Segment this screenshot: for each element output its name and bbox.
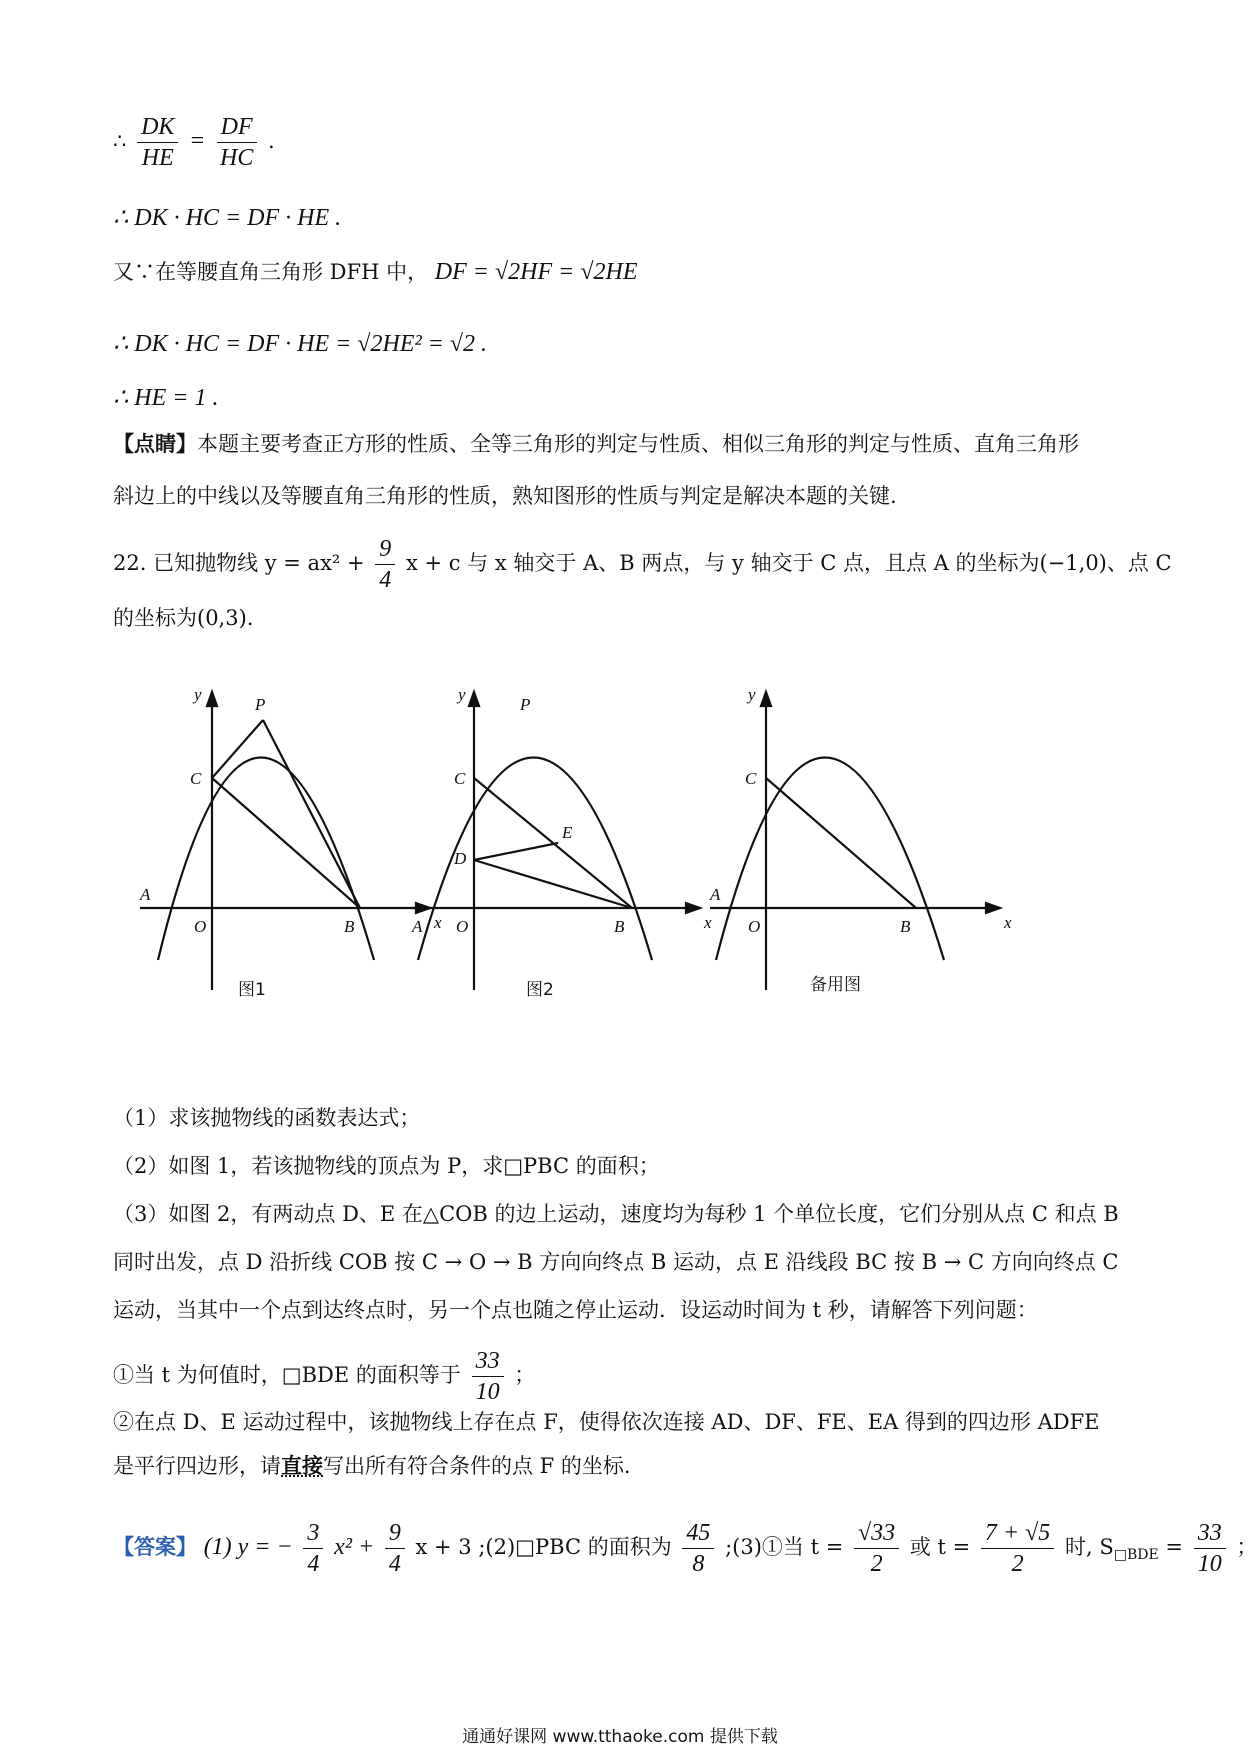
line-isosceles: 又∵在等腰直角三角形 DFH 中， DF = √2HF = √2HE: [113, 259, 638, 285]
fraction-33-10-answer: $\frac{33}{10}$: [1194, 1518, 1226, 1579]
fig2-y-label: y: [458, 685, 466, 704]
subq-3-part-2-line-1: ②在点 D、E 运动过程中，该抛物线上存在点 F，使得依次连接 AD、DF、FE、EA 得到的四边形 ADFE: [113, 1410, 1100, 1434]
fig3-c-label: C: [745, 769, 757, 788]
fig3-o-label: O: [748, 917, 761, 936]
answer-line: 【答案】 (1) y = − $\frac{3}{4}$ x² + $\frac{9}{4}$ x + 3 ;(2)□PBC 的面积为 $\frac{45}{8}$ ;(3)①当 t = $\frac{√33}{2}$ 或 t = $\frac{7 + √5}{2}$ 时, $S_{□BDE}$ = $\frac{33}{10}$ ；: [113, 1520, 1257, 1577]
fig3-x-label: x: [1004, 913, 1012, 932]
fraction-9-4-answer: $\frac{9}{4}$: [385, 1518, 405, 1579]
fraction-3-4: $\frac{3}{4}$: [303, 1518, 323, 1579]
dianjing-line-1: 【点睛】本题主要考查正方形的性质、全等三角形的判定与性质、相似三角形的判定与性质、直角三角形: [113, 431, 1079, 456]
fraction-33-10: $\frac{33}{10}$: [472, 1346, 504, 1407]
subq-3-line-3: 运动，当其中一个点到达终点时，另一个点也随之停止运动．设运动时间为 t 秒，请解答下列问题：: [113, 1298, 1038, 1322]
subq-1: （1）求该抛物线的函数表达式；: [113, 1106, 421, 1130]
question-22-line-2: 的坐标为(0,3).: [113, 606, 254, 630]
fraction-45-8: $\frac{45}{8}$: [682, 1518, 714, 1579]
subq-3-part-2-line-2: 是平行四边形，请直接写出所有符合条件的点 F 的坐标.: [113, 1453, 631, 1478]
fraction-7sqrt5-2: $\frac{7 + √5}{2}$: [981, 1518, 1054, 1579]
line-ratio: ∴ $\frac{DK}{HE}$ = $\frac{DF}{HC}$ .: [113, 114, 275, 171]
figure-3: [710, 692, 1000, 990]
answer-tag: 【答案】: [113, 1534, 197, 1559]
fig3-b-label: B: [900, 917, 911, 936]
fig2-x-label: x: [704, 913, 712, 932]
fig3-a-label: A: [710, 885, 721, 904]
fig2-d-label: D: [454, 849, 467, 868]
dianjing-line-2: 斜边上的中线以及等腰直角三角形的性质，熟知图形的性质与判定是解决本题的关键.: [113, 484, 897, 508]
fig3-y-label: y: [748, 685, 756, 704]
fig3-caption: 备用图: [810, 975, 861, 995]
therefore-symbol: ∴: [113, 129, 127, 153]
fig2-b-label: B: [614, 917, 625, 936]
fraction-9-4: $\frac{9}{4}$: [375, 534, 395, 595]
fig2-p-label: P: [520, 695, 531, 714]
fig1-a-label: A: [140, 885, 151, 904]
line-product: ∴ DK · HC = DF · HE .: [113, 205, 342, 231]
fig2-c-label: C: [454, 769, 466, 788]
fraction-dk-he: $\frac{DK}{HE}$: [137, 112, 178, 173]
fig1-b-label: B: [344, 917, 355, 936]
line-he-value: ∴ HE = 1 .: [113, 385, 219, 411]
question-22-line-1: 22. 已知抛物线 y = ax² + $\frac{9}{4}$ x + c 与 x 轴交于 A、B 两点，与 y 轴交于 C 点，且点 A 的坐标为(−1,0)、点 C: [113, 536, 1172, 593]
fig1-x-label: x: [434, 913, 442, 932]
subq-3-line-1: （3）如图 2，有两动点 D、E 在△COB 的边上运动，速度均为每秒 1 个单位长度，它们分别从点 C 和点 B: [113, 1202, 1119, 1226]
subq-3-part-1: ①当 t 为何值时，□BDE 的面积等于 $\frac{33}{10}$ ；: [113, 1348, 536, 1405]
fig1-y-label: y: [194, 685, 202, 704]
fig1-o-label: O: [194, 917, 207, 936]
fraction-df-hc: $\frac{DF}{HC}$: [216, 112, 257, 173]
figure-1: [140, 692, 430, 990]
fraction-sqrt33-2: $\frac{√33}{2}$: [854, 1518, 899, 1579]
footer-source: 通通好课网 www.tthaoke.com 提供下载: [462, 1727, 778, 1747]
fig2-o-label: O: [456, 917, 469, 936]
figures-panel: [120, 660, 1120, 1020]
emphasis-direct: 直接: [281, 1453, 323, 1478]
fig2-caption: 图2: [526, 980, 554, 1000]
fig1-p-label: P: [255, 695, 266, 714]
subq-2: （2）如图 1，若该抛物线的顶点为 P，求□PBC 的面积；: [113, 1154, 660, 1178]
subq-3-line-2: 同时出发，点 D 沿折线 COB 按 C → O → B 方向向终点 B 运动，点 E 沿线段 BC 按 B → C 方向向终点 C: [113, 1250, 1119, 1274]
line-sqrt: ∴ DK · HC = DF · HE = √2HE² = √2 .: [113, 331, 488, 357]
fig2-a-label: A: [412, 917, 423, 936]
fig2-e-label: E: [562, 823, 573, 842]
figure-2: [410, 692, 700, 990]
fig1-caption: 图1: [238, 980, 266, 1000]
fig1-c-label: C: [190, 769, 202, 788]
